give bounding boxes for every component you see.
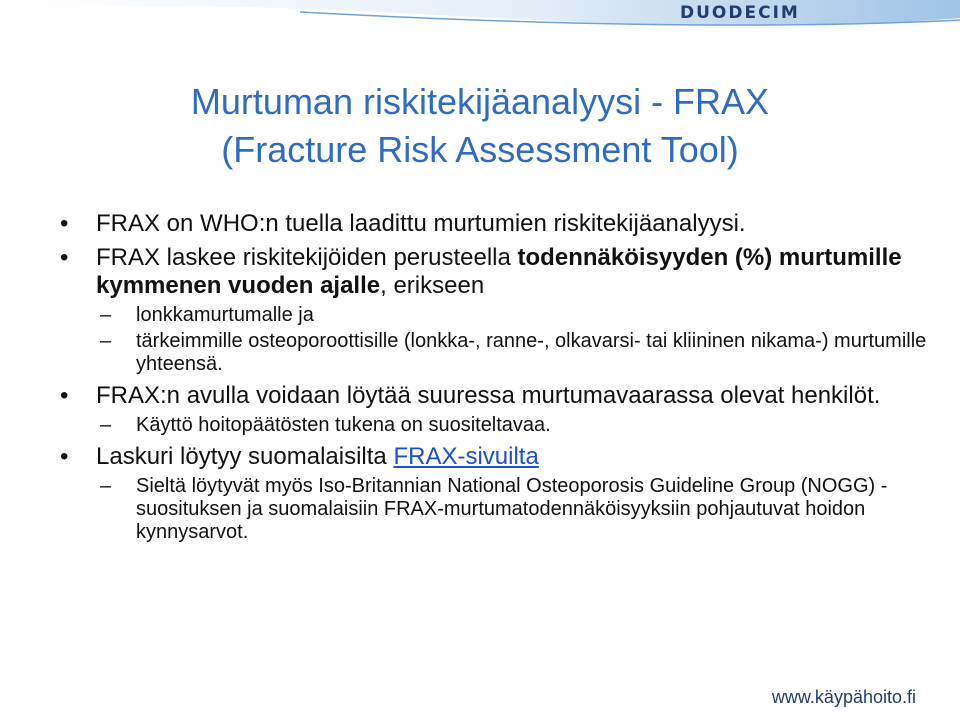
sub-bullet-dash-icon: – (100, 414, 112, 436)
sub-bullet-text: lonkkamurtumalle ja (136, 304, 314, 326)
slide-title (0, 78, 960, 174)
bullet-dot-icon: • (60, 382, 69, 409)
bullet-dot-icon: • (60, 443, 69, 470)
bullet-calculator (60, 443, 940, 471)
bullet-text-bold: todennäköisyyden (%) murtumille kymmenen vuoden ajalle (96, 244, 902, 299)
bullet-text-pre: Laskuri löytyy suomalaisilta (96, 443, 394, 470)
bullet-dot-icon: • (60, 210, 69, 237)
sub-bullet-dash-icon: – (100, 475, 112, 497)
bullet-text-post: , erikseen (380, 272, 485, 299)
sub-bullet-hip (60, 304, 940, 327)
bullet-text: FRAX on WHO:n tuella laadittu murtumien riskitekijäanalyysi. (96, 210, 746, 237)
footer-url: www.käypähoito.fi (771, 687, 916, 707)
sub-bullet-text: Sieltä löytyvät myös Iso-Britannian National Osteoporosis Guideline Group (NOGG) -suosituksen ja suomalaisiin FRAX-murtumatodennäköisyyksiin pohjautuvat hoidon kynnysarvot. (136, 475, 888, 543)
bullet-text: FRAX:n avulla voidaan löytää suuressa murtumavaarassa olevat henkilöt. (96, 382, 881, 409)
bullet-frax-who (60, 210, 940, 238)
slide-title-line1: Murtuman riskitekijäanalyysi - FRAX (190, 81, 770, 122)
bullet-text-pre: FRAX laskee riskitekijöiden perusteella (96, 244, 518, 271)
bullet-frax-calculates (60, 244, 940, 300)
duodecim-logo: DUODECIM (680, 3, 800, 23)
bullet-dot-icon: • (60, 244, 69, 271)
slide-title-line2: (Fracture Risk Assessment Tool) (221, 129, 739, 170)
sub-bullet-nogg (60, 475, 940, 544)
sub-bullet-dash-icon: – (100, 304, 112, 326)
bullet-list (60, 210, 940, 547)
sub-bullet-dash-icon: – (100, 330, 112, 352)
bullet-frax-high-risk (60, 382, 940, 410)
sub-bullet-text: Käyttö hoitopäätösten tukena on suositeltavaa. (136, 414, 551, 436)
sub-bullet-treatment (60, 414, 940, 437)
sub-bullet-text: tärkeimmille osteoporoottisille (lonkka-, ranne-, olkavarsi- tai kliininen nikama-) murtumille yhteensä. (136, 330, 927, 375)
header-wave-band (0, 0, 960, 40)
frax-pages-link[interactable]: FRAX-sivuilta (393, 443, 539, 470)
sub-bullet-osteoporotic (60, 330, 940, 376)
